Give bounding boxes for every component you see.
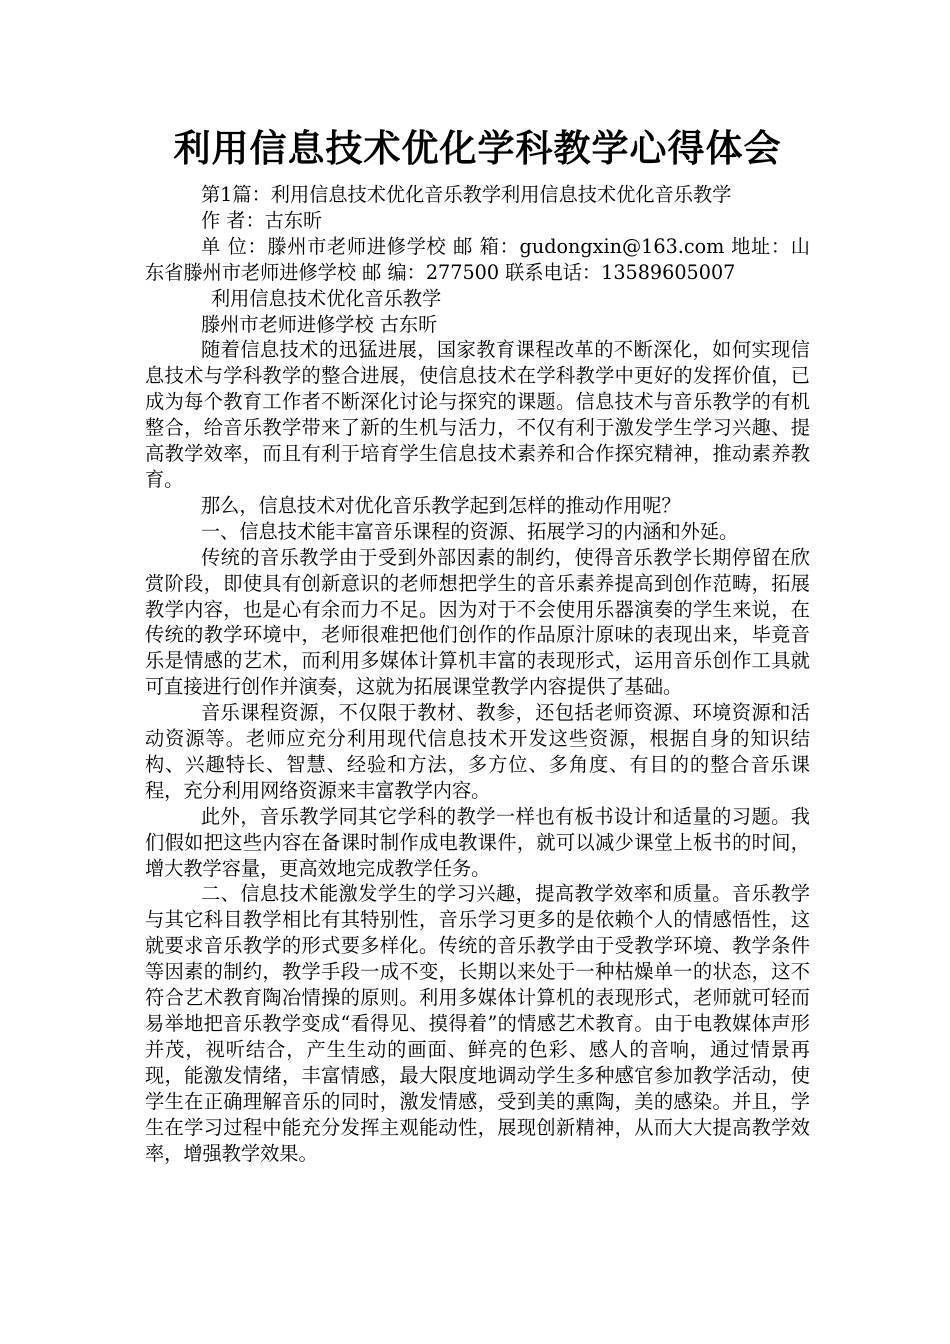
paragraph-chapter-heading: 第1篇：利用信息技术优化音乐教学利用信息技术优化音乐教学 — [201, 183, 732, 206]
paragraph-body: 那么，信息技术对优化音乐教学起到怎样的推动作用呢？ — [201, 493, 681, 517]
document-page — [145, 120, 810, 1166]
paragraph-body: 此外，音乐教学同其它学科的教学一样也有板书设计和适量的习题。我们假如把这些内容在备课时制作成电教课件，就可以减少课堂上板书的时间，增大教学容量，更高效地完成教学任务。 — [145, 804, 810, 880]
paragraph-author-contact: 单 位：滕州市老师进修学校 邮 箱：gudongxin@163.com 地址：山东省滕州市老师进修学校 邮 编：277500 联系电话：13589605007 — [145, 234, 810, 284]
paragraph-section-body: 二、信息技术能激发学生的学习兴趣，提高教学效率和质量。音乐教学与其它科目教学相比有其特别性，音乐学习更多的是依赖个人的情感悟性，这就要求音乐教学的形式要多样化。传统的音乐教学由于受教学环境、教学条件等因素的制约，教学手段一成不变，长期以来处于一种枯燥单一的状态，这不符合艺术教育陶冶情操的原则。利用多媒体计算机的表现形式，老师就可轻而易举地把音乐教学变成“看得见、摸得着”的情感艺术教育。由于电教媒体声形并茂，视听结合，产生生动的画面、鲜亮的色彩、感人的音响，通过情景再现，能激发情绪，丰富情感，最大限度地调动学生多种感官参加教学活动，使学生在正确理解音乐的同时，激发情感，受到美的熏陶，美的感染。并且，学生在学习过程中能充分发挥主观能动性，展现创新精神，从而大大提高教学效率，增强教学效果。 — [145, 882, 810, 1165]
paragraph-article-title: 利用信息技术优化音乐教学 — [211, 286, 442, 310]
paragraph-body: 随着信息技术的迅猛进展，国家教育课程改革的不断深化，如何实现信息技术与学科教学的整合进展，使信息技术在学科教学中更好的发挥价值，已成为每个教育工作者不断深化讨论与探究的课题。信息技术与音乐教学的有机整合，给音乐教学带来了新的生机与活力，不仅有利于激发学生学习兴趣、提高教学效率，而且有利于培育学生信息技术素养和合作探究精神，推动素养教育。 — [145, 338, 810, 491]
paragraph-article-byline: 滕州市老师进修学校 古东昕 — [201, 312, 438, 336]
paragraph-body: 音乐课程资源，不仅限于教材、教参，还包括老师资源、环境资源和活动资源等。老师应充分利用现代信息技术开发这些资源，根据自身的知识结构、兴趣特长、智慧、经验和方法，多方位、多角度、有目的的整合音乐课程，充分利用网络资源来丰富教学内容。 — [145, 701, 810, 802]
paragraph-body: 传统的音乐教学由于受到外部因素的制约，使得音乐教学长期停留在欣赏阶段，即使具有创新意识的老师想把学生的音乐素养提高到创作范畴，拓展教学内容，也是心有余而力不足。因为对于不会使用乐器演奏的学生来说，在传统的教学环境中，老师很难把他们创作的作品原汁原味的表现出来，毕竟音乐是情感的艺术，而利用多媒体计算机丰富的表现形式，运用音乐创作工具就可直接进行创作并演奏，这就为拓展课堂教学内容提供了基础。 — [145, 545, 810, 699]
paragraph-author: 作 者：古东昕 — [201, 208, 323, 232]
paragraph-section-heading: 一、信息技术能丰富音乐课程的资源、拓展学习的内涵和外延。 — [201, 519, 739, 543]
document-title: 利用信息技术优化学科教学心得体会 — [173, 126, 782, 170]
